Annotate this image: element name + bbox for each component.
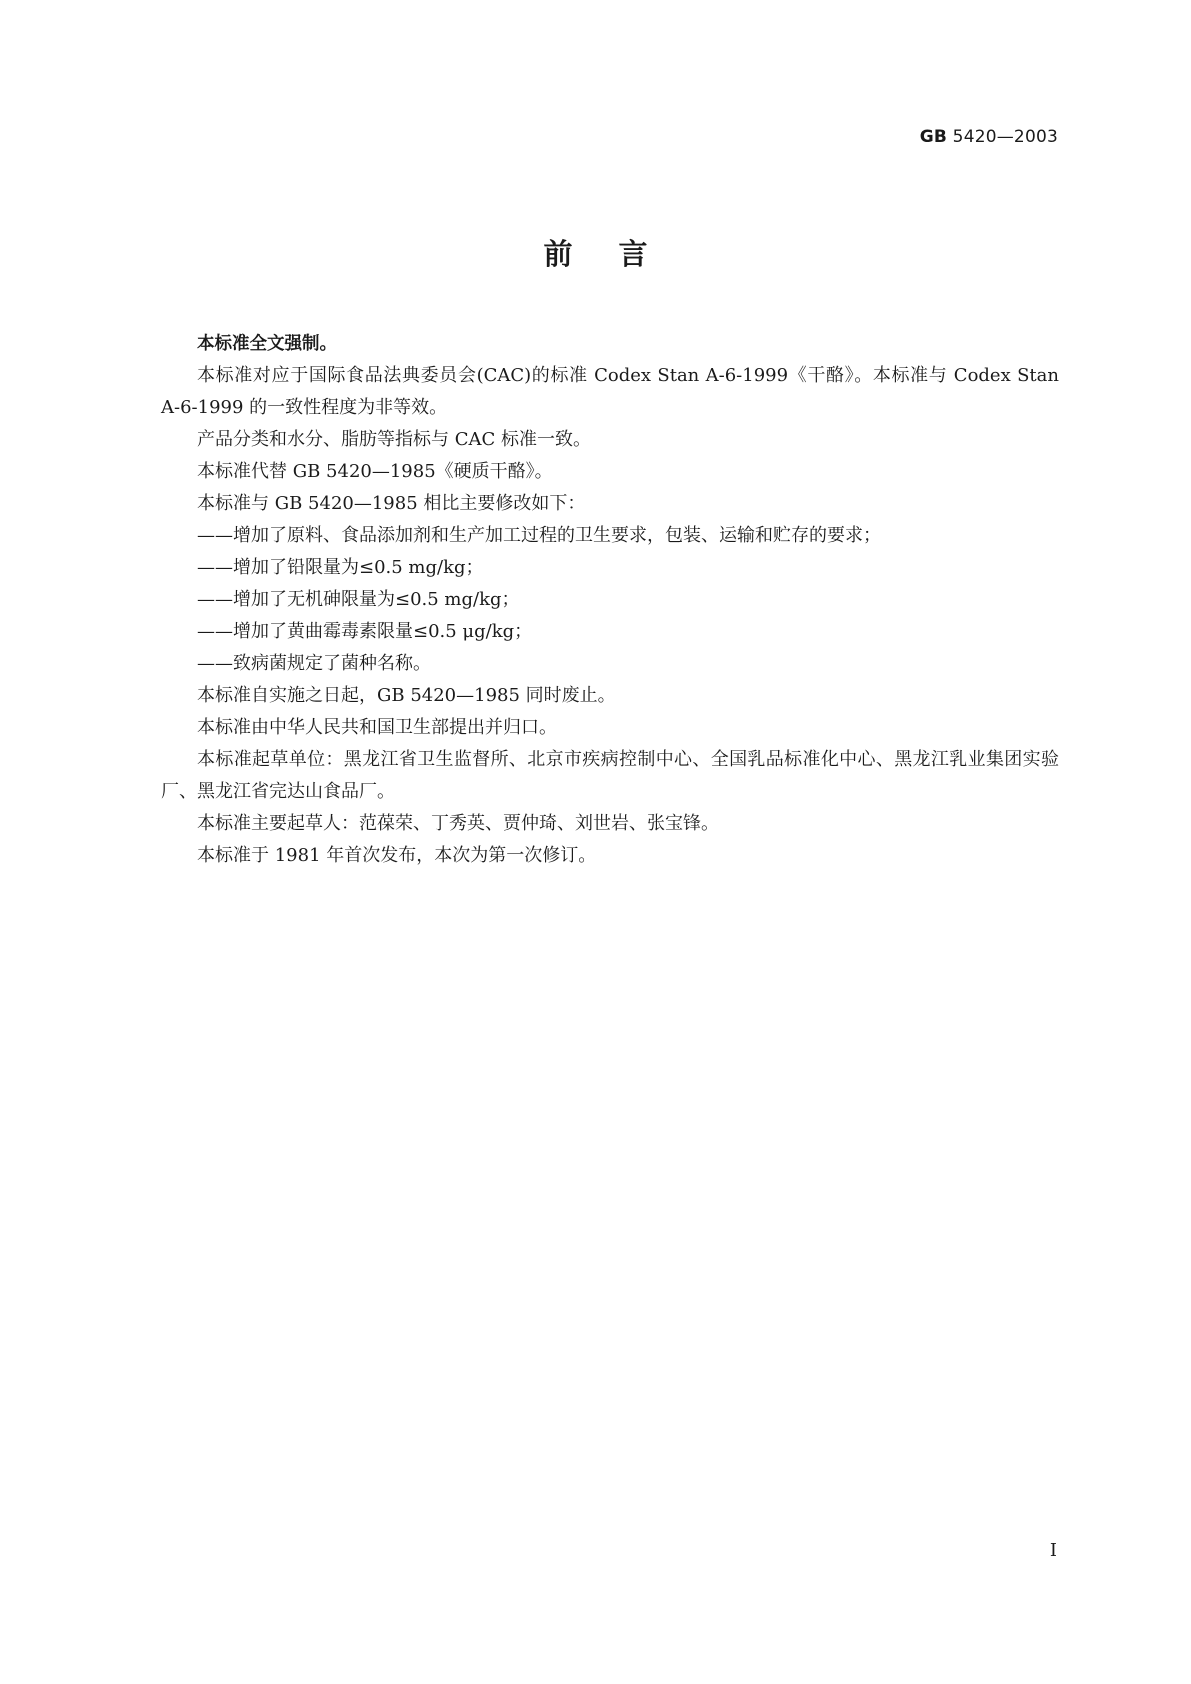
- foreword-body: [161, 328, 1059, 872]
- paragraph-history: 本标准于 1981 年首次发布，本次为第一次修订。: [197, 845, 597, 866]
- change-item: ——增加了黄曲霉毒素限量≤0.5 μg/kg；: [197, 621, 533, 642]
- page-number: I: [1049, 1540, 1057, 1561]
- standard-prefix: GB: [919, 127, 948, 147]
- paragraph-drafting-units: 本标准起草单位：黑龙江省卫生监督所、北京市疾病控制中心、全国乳品标准化中心、黑龙江乳业集团实验厂、黑龙江省完达山食品厂。: [161, 749, 1059, 802]
- standard-number: [920, 127, 1058, 147]
- change-item: ——增加了铅限量为≤0.5 mg/kg；: [197, 557, 484, 578]
- change-item: ——致病菌规定了菌种名称。: [197, 653, 431, 674]
- paragraph-changes-intro: 本标准与 GB 5420—1985 相比主要修改如下：: [197, 493, 586, 514]
- paragraph-replaces: 本标准代替 GB 5420—1985《硬质干酪》。: [197, 461, 553, 482]
- page-title: 前言: [543, 237, 694, 271]
- standard-code: 5420—2003: [952, 127, 1058, 147]
- paragraph-mandatory: 本标准全文强制。: [197, 334, 337, 354]
- paragraph-classification: 产品分类和水分、脂肪等指标与 CAC 标准一致。: [197, 429, 591, 450]
- change-item: ——增加了原料、食品添加剂和生产加工过程的卫生要求，包装、运输和贮存的要求；: [197, 525, 881, 546]
- paragraph-proposer: 本标准由中华人民共和国卫生部提出并归口。: [197, 717, 557, 738]
- paragraph-correspondence: 本标准对应于国际食品法典委员会(CAC)的标准 Codex Stan A-6-1999《干酪》。本标准与 Codex Stan A-6-1999 的一致性程度为非等效。: [161, 365, 1059, 418]
- paragraph-abolish: 本标准自实施之日起，GB 5420—1985 同时废止。: [197, 685, 616, 706]
- paragraph-drafters: 本标准主要起草人：范葆荣、丁秀英、贾仲琦、刘世岩、张宝锋。: [197, 813, 719, 834]
- change-item: ——增加了无机砷限量为≤0.5 mg/kg；: [197, 589, 520, 610]
